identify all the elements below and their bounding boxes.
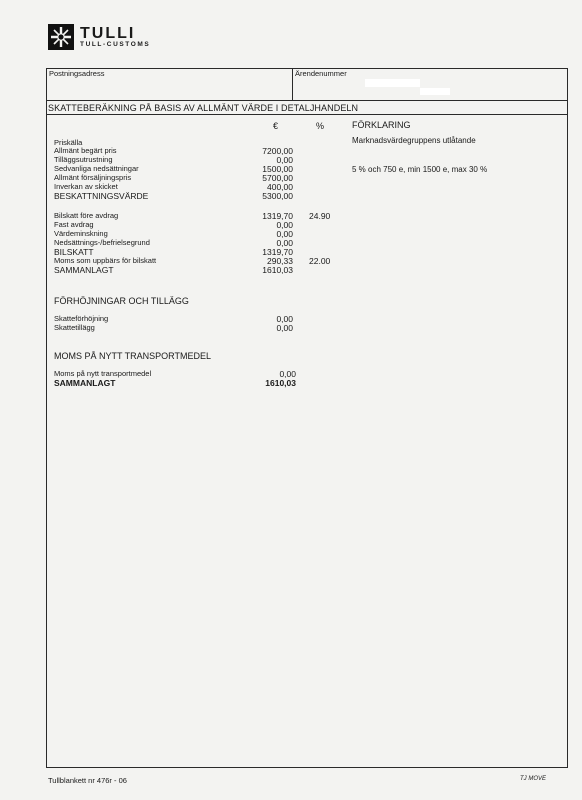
vat-label: Moms på nytt transportmedel — [54, 369, 152, 378]
row-value: 5700,00 — [262, 173, 293, 183]
row-value: 0,00 — [276, 229, 293, 239]
row-value: 400,00 — [267, 182, 293, 192]
row-label: Värdeminskning — [54, 229, 108, 238]
row-explanation: 5 % och 750 e, min 1500 e, max 30 % — [352, 165, 488, 174]
row-label: Priskälla — [54, 138, 83, 147]
form-number: Tullblankett nr 476r - 06 — [48, 776, 127, 785]
row-label: Inverkan av skicket — [54, 182, 118, 191]
form-code: TJ MOVE — [520, 776, 547, 782]
row-value: 1319,70 — [262, 247, 293, 257]
row-value: 0,00 — [276, 155, 293, 165]
row-label: SAMMANLAGT — [54, 265, 114, 275]
redacted-case-number — [365, 79, 420, 87]
row-value: 1610,03 — [262, 265, 293, 275]
increases-title: FÖRHÖJNINGAR OCH TILLÄGG — [54, 296, 189, 306]
row-percent: 24.90 — [309, 211, 331, 221]
row-value: 5300,00 — [262, 191, 293, 201]
row-value: 7200,00 — [262, 146, 293, 156]
row-label: Moms som uppbärs för bilskatt — [54, 256, 157, 265]
row-label: Fast avdrag — [54, 220, 94, 229]
row-label: Tilläggsutrustning — [54, 155, 113, 164]
logo-subtitle: TULL-CUSTOMS — [80, 41, 151, 48]
row-value: 1319,70 — [262, 211, 293, 221]
vat-title: MOMS PÅ NYTT TRANSPORTMEDEL — [54, 351, 212, 361]
column-euro: € — [273, 121, 279, 131]
increase-value: 0,00 — [276, 314, 293, 324]
column-explanation: FÖRKLARING — [352, 120, 411, 130]
row-value: 1500,00 — [262, 164, 293, 174]
row-label: Bilskatt före avdrag — [54, 211, 119, 220]
row-label: BESKATTNINGSVÄRDE — [54, 191, 149, 201]
increase-label: Skatteförhöjning — [54, 314, 109, 323]
column-percent: % — [316, 121, 325, 131]
row-label: Nedsättnings-/befrielsegrund — [54, 238, 150, 247]
case-number-label: Ärendenummer — [295, 69, 347, 78]
logo-title: TULLI — [80, 25, 136, 42]
redacted-case-number-2 — [420, 88, 450, 95]
vat-label: SAMMANLAGT — [54, 378, 116, 388]
row-label: Allmänt begärt pris — [54, 146, 117, 155]
row-value: 0,00 — [276, 238, 293, 248]
row-percent: 22.00 — [309, 256, 331, 266]
form-title: SKATTEBERÄKNING PÅ BASIS AV ALLMÄNT VÄRDE I DETALJHANDELN — [48, 103, 359, 113]
row-label: Allmänt försäljningspris — [54, 173, 132, 182]
vat-value: 1610,03 — [265, 378, 296, 388]
row-value: 0,00 — [276, 220, 293, 230]
row-value: 290,33 — [267, 256, 293, 266]
increase-value: 0,00 — [276, 323, 293, 333]
increase-label: Skattetillägg — [54, 323, 95, 332]
postal-address-label: Postningsadress — [49, 69, 105, 78]
row-explanation: Marknadsvärdegruppens utlåtande — [352, 136, 476, 145]
vat-value: 0,00 — [279, 369, 296, 379]
customs-emblem-icon — [48, 24, 74, 50]
row-label: BILSKATT — [54, 247, 94, 257]
row-label: Sedvanliga nedsättningar — [54, 164, 139, 173]
